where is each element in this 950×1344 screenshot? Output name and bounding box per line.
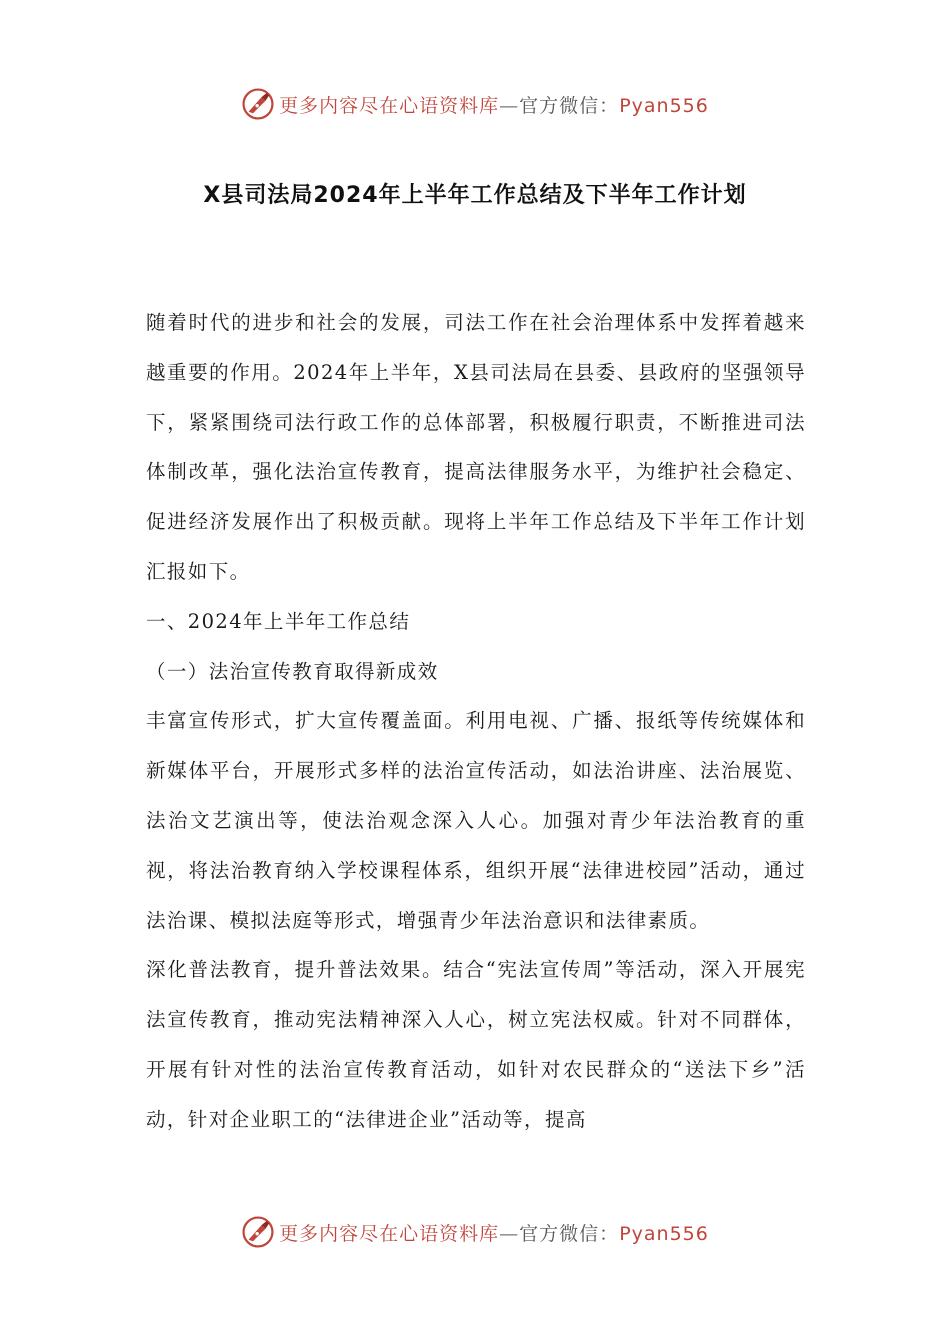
watermark-main-text: 更多内容尽在心语资料库 bbox=[279, 1222, 500, 1245]
watermark-banner-top bbox=[0, 84, 950, 124]
intro-paragraph: 随着时代的进步和社会的发展，司法工作在社会治理体系中发挥着越来越重要的作用。2024年上半年，X县司法局在县委、县政府的坚强领导下，紧紧围绕司法行政工作的总体部署，积极履行职责，不断推进司法体制改革，强化法治宣传教育，提高法律服务水平，为维护社会稳定、促进经济发展作出了积极贡献。现将上半年工作总结及下半年工作计划汇报如下。 bbox=[146, 311, 806, 583]
watermark-label: 官方微信： bbox=[519, 1222, 620, 1245]
document-body bbox=[146, 298, 806, 1145]
watermark-main-text: 更多内容尽在心语资料库 bbox=[279, 94, 500, 117]
pen-nib-logo-icon bbox=[241, 1215, 275, 1249]
watermark-dash: — bbox=[499, 1222, 520, 1245]
body-paragraph: 丰富宣传形式，扩大宣传覆盖面。利用电视、广播、报纸等传统媒体和新媒体平台，开展形式多样的法治宣传活动，如法治讲座、法治展览、法治文艺演出等，使法治观念深入人心。加强对青少年法治教育的重视，将法治教育纳入学校课程体系，组织开展“法律进校园”活动，通过法治课、模拟法庭等形式，增强青少年法治意识和法律素质。 bbox=[146, 709, 806, 932]
watermark-wechat-id: Pyan556 bbox=[619, 94, 709, 117]
subsection-heading-1: （一）法治宣传教育取得新成效 bbox=[146, 659, 439, 683]
pen-nib-logo-icon bbox=[241, 87, 275, 121]
watermark-banner-bottom bbox=[0, 1212, 950, 1252]
watermark-dash: — bbox=[499, 94, 520, 117]
body-paragraph: 深化普法教育，提升普法效果。结合“宪法宣传周”等活动，深入开展宪法宣传教育，推动宪法精神深入人心，树立宪法权威。针对不同群体，开展有针对性的法治宣传教育活动，如针对农民群众的“送法下乡”活动，针对企业职工的“法律进企业”活动等，提高 bbox=[146, 958, 806, 1131]
watermark-label: 官方微信： bbox=[519, 94, 620, 117]
document-title: X县司法局2024年上半年工作总结及下半年工作计划 bbox=[203, 183, 747, 208]
watermark-wechat-id: Pyan556 bbox=[619, 1222, 709, 1245]
section-heading-1: 一、2024年上半年工作总结 bbox=[146, 609, 411, 633]
